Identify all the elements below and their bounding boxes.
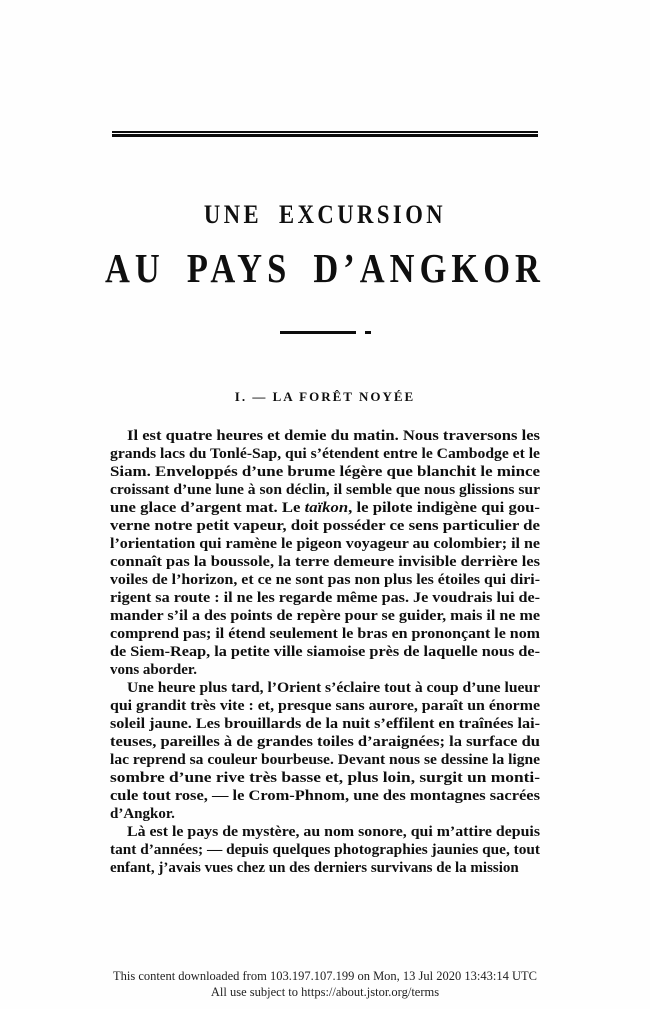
text-line: connaît pas la boussole, la terre demeure invisible derrière les: [110, 554, 540, 570]
text-line: qui grandit très vite : et, presque sans aurore, paraît un énorme: [110, 698, 540, 714]
text-line: enfant, j’avais vues chez un des derniers survivans de la mission: [110, 860, 519, 876]
paragraph: [110, 427, 540, 679]
text-line: rigent sa route : il ne les regarde même pas. Je voudrais lui de-: [110, 590, 540, 606]
text-line: l’orientation qui ramène le pigeon voyageur au colombier; il ne: [110, 536, 540, 552]
text-line: une glace d’argent mat. Le taïkon, le pilote indigène qui gou-: [110, 500, 540, 516]
article-title: AU PAYS D’ANGKOR: [105, 245, 545, 291]
text-line: cule tout rose, — le Crom-Phnom, une des montagnes sacrées: [110, 788, 540, 804]
divider-dot: [365, 331, 371, 334]
body-text: [110, 427, 540, 877]
text-line: tant d’années; — depuis quelques photographies jaunies que, tout: [110, 842, 540, 858]
footer-terms-line: All use subject to https://about.jstor.org/terms: [210, 984, 440, 999]
text-line: d’Angkor.: [110, 806, 175, 822]
text-line: de Siem-Reap, la petite ville siamoise près de laquelle nous de-: [110, 644, 540, 660]
header-rule: [112, 131, 538, 137]
text-line: vons aborder.: [110, 662, 197, 678]
text-line: Siam. Enveloppés d’une brume légère que blanchit le mince: [110, 464, 540, 480]
text-line: Il est quatre heures et demie du matin. Nous traversons les: [127, 428, 540, 444]
text-line: mander s’il a des points de repère pour se guider, mais il ne me: [110, 608, 540, 624]
jstor-footer: [0, 969, 650, 1000]
text-line: voiles de l’horizon, et ce ne sont pas non plus les étoiles qui diri-: [110, 572, 540, 588]
article-subtitle: UNE EXCURSION: [203, 200, 447, 229]
text-line: verne notre petit vapeur, doit posséder ce sens particulier de: [110, 518, 540, 534]
text-line: grands lacs du Tonlé-Sap, qui s’étendent entre le Cambodge et le: [110, 446, 540, 462]
text-line: lac reprend sa couleur bourbeuse. Devant nous se dessine la ligne: [110, 752, 540, 768]
text-line: soleil jaune. Les brouillards de la nuit s’effilent en traînées lai-: [110, 716, 540, 732]
text-line: croissant d’une lune à son déclin, il semble que nous glissions sur: [110, 482, 540, 498]
text-line: Là est le pays de mystère, au nom sonore, qui m’attire depuis: [127, 824, 540, 840]
header-rule-thick-line: [112, 134, 538, 137]
section-heading: I. — LA FORÊT NOYÉE: [234, 389, 416, 404]
footer-download-line: This content downloaded from 103.197.107.199 on Mon, 13 Jul 2020 13:43:14 UTC: [113, 969, 537, 983]
text-line: comprend pas; il étend seulement le bras en prononçant le nom: [110, 626, 540, 642]
text-line: Une heure plus tard, l’Orient s’éclaire tout à coup d’une lueur: [127, 680, 540, 696]
header-rule-thin-line: [112, 131, 538, 133]
text-line: teuses, pareilles à de grandes toiles d’araignées; la surface du: [110, 734, 540, 750]
title-divider: [0, 331, 650, 334]
divider-rule: [280, 331, 356, 334]
paragraph: [110, 679, 540, 823]
text-line: sombre d’une rive très basse et, plus loin, surgit un monti-: [110, 770, 540, 786]
paragraph: [110, 823, 540, 877]
